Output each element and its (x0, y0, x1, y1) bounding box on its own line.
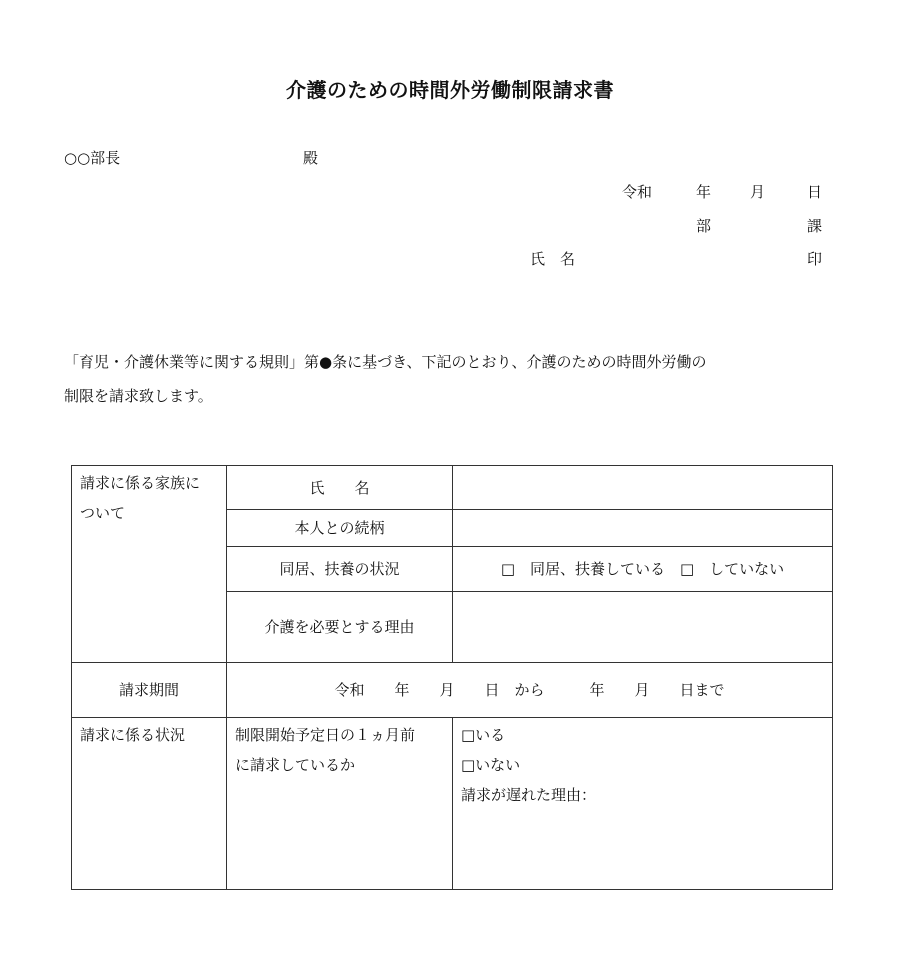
request-statement (64, 345, 844, 413)
request-period-header: 請求期間 (72, 663, 227, 718)
department-label: 部 (696, 217, 712, 235)
family-name-label: 氏 名 (227, 466, 453, 510)
option-yes-checkbox[interactable]: □いる (461, 726, 506, 744)
applicant-name-label: 氏 名 (530, 250, 576, 268)
request-status-header: 請求に係る状況 (72, 718, 227, 890)
option-no-checkbox[interactable]: □いない (461, 756, 521, 774)
care-reason-label: 介護を必要とする理由 (227, 592, 453, 663)
relationship-label: 本人との続柄 (227, 510, 453, 547)
request-status-answer (453, 718, 833, 890)
date-month-label: 月 (750, 183, 766, 201)
request-period-field[interactable]: 令和 年 月 日 から 年 月 日まで (227, 663, 833, 718)
document-title: 介護のための時間外労働制限請求書 (286, 78, 614, 102)
family-header-line-2: ついて (80, 504, 126, 522)
date-day-label: 日 (807, 183, 823, 201)
request-form-table (71, 465, 833, 890)
request-status-question (227, 718, 453, 890)
relationship-field[interactable] (453, 510, 833, 547)
delay-reason-label: 請求が遅れた理由： (461, 786, 597, 804)
addressee-label: ○○部長 (64, 149, 121, 167)
date-year-label: 年 (696, 183, 712, 201)
status-question-line-2: に請求しているか (235, 756, 356, 774)
family-name-row (72, 466, 833, 510)
request-period-row (72, 663, 833, 718)
cohabitation-label: 同居、扶養の状況 (227, 547, 453, 592)
cohabitation-options[interactable]: □ 同居、扶養している □ していない (453, 547, 833, 592)
family-section-header (72, 466, 227, 663)
request-status-row (72, 718, 833, 890)
family-name-field[interactable] (453, 466, 833, 510)
care-reason-field[interactable] (453, 592, 833, 663)
status-question-line-1: 制限開始予定日の１ヵ月前 (235, 726, 416, 744)
request-statement-line-1: 「育児・介護休業等に関する規則」第●条に基づき、下記のとおり、介護のための時間外労働の (64, 353, 707, 371)
addressee-honorific: 殿 (303, 149, 319, 167)
request-statement-line-2: 制限を請求致します。 (64, 387, 213, 405)
family-header-line-1: 請求に係る家族に (80, 474, 201, 492)
date-era: 令和 (622, 183, 653, 201)
section-label: 課 (807, 217, 823, 235)
seal-label: 印 (807, 250, 823, 268)
